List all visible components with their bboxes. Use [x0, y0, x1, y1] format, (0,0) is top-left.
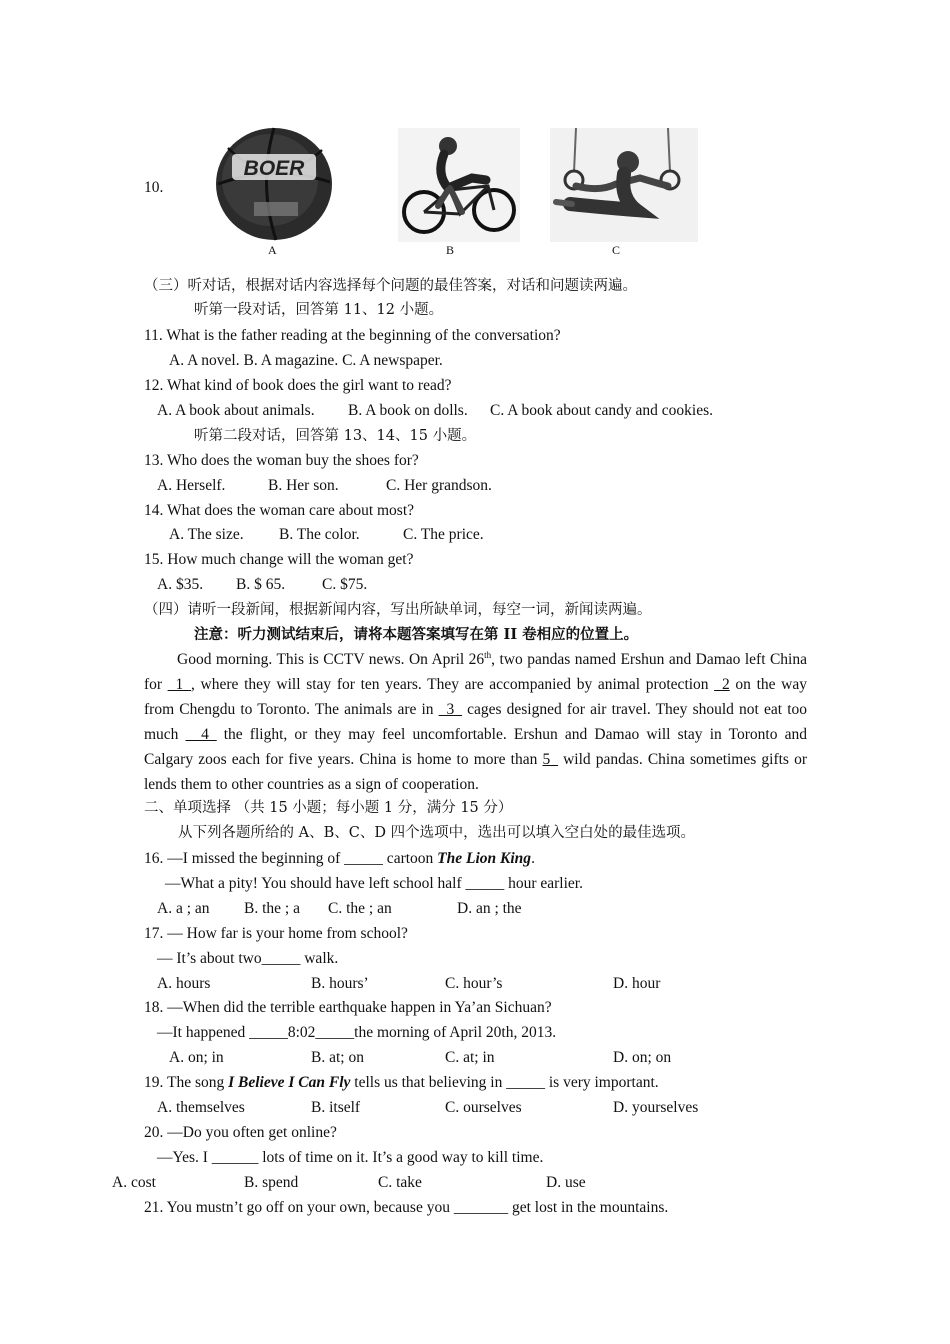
- cyclist-icon: [398, 128, 520, 242]
- question-16-option-a: A. a ; an: [157, 900, 210, 917]
- question-17-option-a: A. hours: [157, 975, 211, 992]
- picture-c-label: C: [612, 243, 621, 257]
- question-21-line1: 21. You mustn’t go off on your own, because you _______ get lost in the mountains.: [144, 1199, 669, 1216]
- picture-a-label: A: [268, 243, 277, 257]
- question-20-line2: —Yes. I ______ lots of time on it. It’s a good way to kill time.: [157, 1149, 544, 1166]
- news-text: cages designed for air travel. They should not eat too much: [144, 701, 807, 743]
- basketball-icon: [210, 124, 338, 242]
- question-16-text-end: .: [531, 850, 535, 867]
- section2-instruction: 从下列各题所给的 A、B、C、D 四个选项中，选出可以填入空白处的最佳选项。: [178, 825, 696, 841]
- question-11-options: A. A novel. B. A magazine. C. A newspaper.: [169, 352, 443, 369]
- news-text: , where they will stay for ten years. They are accompanied by animal protection: [191, 676, 715, 693]
- question-17-option-b: B. hours’: [311, 975, 369, 992]
- news-text: the flight, or they may feel uncomfortable. Ershun and Damao will stay in Toronto and Calgary zoos each for five years. China is home to more than: [144, 726, 807, 768]
- news-text: on the way from Chengdu to Toronto. The animals are in: [144, 676, 807, 718]
- news-text: wild pandas. China sometimes gifts or lends them to other countries as a sign of cooperation.: [144, 751, 807, 793]
- question-13-stem: 13. Who does the woman buy the shoes for?: [144, 452, 419, 469]
- question-14-option-a: A. The size.: [169, 526, 244, 543]
- question-14-stem: 14. What does the woman care about most?: [144, 502, 415, 519]
- question-20-line1: 20. —Do you often get online?: [144, 1124, 337, 1141]
- question-19-text: 19. The song: [144, 1074, 229, 1091]
- question-16-text: 16. —I missed the beginning of _____ cartoon: [144, 850, 438, 867]
- part3-heading: （三）听对话，根据对话内容选择每个问题的最佳答案，对话和问题读两遍。: [144, 278, 637, 294]
- question-20-option-a: A. cost: [112, 1174, 156, 1191]
- news-passage: [144, 647, 807, 797]
- part4-heading: （四）请听一段新闻，根据新闻内容，写出所缺单词，每空一词，新闻读两遍。: [144, 602, 652, 618]
- question-15-option-a: A. $35.: [157, 576, 204, 593]
- question-12-option-c: C. A book about candy and cookies.: [490, 402, 713, 419]
- question-12-option-b: B. A book on dolls.: [348, 402, 468, 419]
- question-12-option-a: A. A book about animals.: [157, 402, 315, 419]
- question-16-option-b: B. the ; a: [244, 900, 300, 917]
- question-19-line1: [144, 1073, 659, 1093]
- question-19-option-b: B. itself: [311, 1099, 361, 1116]
- question-13-option-b: B. Her son.: [268, 477, 339, 494]
- blank-3: _3_: [438, 701, 462, 718]
- question-15-option-b: B. $ 65.: [236, 576, 286, 593]
- question-19-option-a: A. themselves: [157, 1099, 245, 1116]
- question-17-line1: 17. — How far is your home from school?: [144, 925, 408, 942]
- gymnast-rings-icon: [550, 128, 698, 242]
- question-19-option-c: C. ourselves: [445, 1099, 522, 1116]
- ball-brand-text: BOER: [243, 157, 305, 180]
- question-20-option-c: C. take: [378, 1174, 422, 1191]
- question-15-stem: 15. How much change will the woman get?: [144, 551, 414, 568]
- question-18-line1: 18. —When did the terrible earthquake happen in Ya’an Sichuan?: [144, 999, 552, 1016]
- question-19-song-title: I Believe I Can Fly: [228, 1074, 351, 1091]
- question-16-option-c: C. the ; an: [328, 900, 392, 917]
- question-10-number: 10.: [144, 179, 164, 196]
- dialogue2-instruction: 听第二段对话，回答第 13、14、15 小题。: [194, 428, 477, 444]
- question-20-option-d: D. use: [546, 1174, 586, 1191]
- blank-4: __4_: [185, 726, 217, 743]
- question-16-line1: [144, 849, 535, 869]
- question-17-option-c: C. hour’s: [445, 975, 503, 992]
- dialogue1-instruction: 听第一段对话，回答第 11、12 小题。: [194, 302, 444, 318]
- question-19-option-d: D. yourselves: [613, 1099, 699, 1116]
- section2-heading: 二、单项选择 （共 15 小题；每小题 1 分，满分 15 分）: [144, 800, 513, 816]
- news-text: Good morning. This is CCTV news. On April 26: [177, 651, 485, 668]
- question-12-stem: 12. What kind of book does the girl want to read?: [144, 377, 452, 394]
- blank-5: 5_: [542, 751, 558, 768]
- question-18-option-d: D. on; on: [613, 1049, 672, 1066]
- question-18-option-b: B. at; on: [311, 1049, 364, 1066]
- question-13-option-a: A. Herself.: [157, 477, 226, 494]
- question-18-line2: —It happened _____8:02_____the morning of April 20th, 2013.: [157, 1024, 557, 1041]
- news-text: , two pandas named Ershun and Damao left China for: [144, 651, 807, 693]
- question-17-line2: — It’s about two_____ walk.: [157, 950, 339, 967]
- question-15-option-c: C. $75.: [322, 576, 368, 593]
- question-16-title: The Lion King: [437, 850, 532, 867]
- question-20-option-b: B. spend: [244, 1174, 299, 1191]
- blank-1: _1_: [167, 676, 191, 693]
- question-18-option-c: C. at; in: [445, 1049, 495, 1066]
- question-16-line2: —What a pity! You should have left school half _____ hour earlier.: [165, 875, 583, 892]
- question-11-stem: 11. What is the father reading at the beginning of the conversation?: [144, 327, 561, 344]
- question-14-option-b: B. The color.: [279, 526, 360, 543]
- blank-2: _2: [714, 676, 730, 693]
- question-19-text-end: tells us that believing in _____ is very important.: [350, 1074, 659, 1091]
- question-13-option-c: C. Her grandson.: [386, 477, 492, 494]
- picture-b-label: B: [446, 243, 455, 257]
- question-17-option-d: D. hour: [613, 975, 661, 992]
- question-18-option-a: A. on; in: [169, 1049, 224, 1066]
- news-superscript: th: [484, 649, 492, 660]
- part4-note: 注意：听力测试结束后，请将本题答案填写在第 II 卷相应的位置上。: [194, 626, 639, 643]
- question-16-option-d: D. an ; the: [457, 900, 522, 917]
- question-14-option-c: C. The price.: [403, 526, 484, 543]
